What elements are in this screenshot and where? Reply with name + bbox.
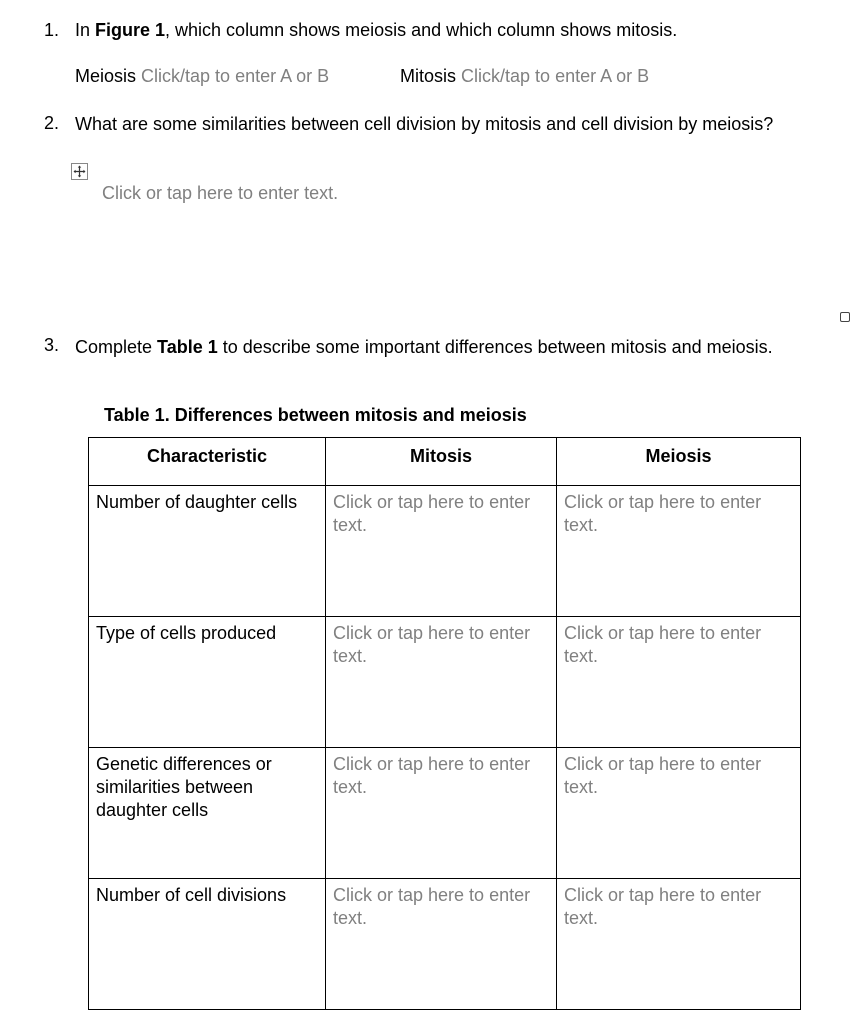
meiosis-label: Meiosis: [75, 66, 137, 86]
characteristic-cell: Type of cells produced: [89, 617, 326, 748]
move-handle-icon[interactable]: [71, 163, 88, 180]
characteristic-cell: Genetic differences or similarities between daughter cells: [89, 748, 326, 879]
table-1-reference: Table 1: [157, 337, 218, 357]
question-1-number: 1.: [44, 20, 60, 40]
question-1-text: [75, 20, 795, 41]
table-row: [89, 486, 801, 617]
mitosis-label: Mitosis: [400, 66, 457, 86]
similarities-answer-input[interactable]: Click or tap here to enter text.: [102, 183, 339, 203]
meiosis-answer: [75, 66, 329, 87]
header-characteristic: Characteristic: [89, 438, 326, 486]
question-1-text-after: , which column shows meiosis and which column shows mitosis.: [165, 20, 678, 40]
mitosis-answer-cell[interactable]: Click or tap here to enter text.: [326, 617, 557, 748]
mitosis-answer-cell[interactable]: Click or tap here to enter text.: [326, 748, 557, 879]
table-row: [89, 748, 801, 879]
meiosis-answer-cell[interactable]: Click or tap here to enter text.: [557, 617, 801, 748]
meiosis-input[interactable]: Click/tap to enter A or B: [141, 66, 330, 86]
question-1-answers: [75, 66, 650, 87]
characteristic-cell: Number of cell divisions: [89, 879, 326, 1010]
table-row: [89, 879, 801, 1010]
question-2-text: What are some similarities between cell division by mitosis and cell division by meiosis?: [75, 114, 774, 134]
characteristic-cell: Number of daughter cells: [89, 486, 326, 617]
mitosis-input[interactable]: Click/tap to enter A or B: [461, 66, 650, 86]
meiosis-answer-cell[interactable]: Click or tap here to enter text.: [557, 879, 801, 1010]
move-arrows-icon: [73, 165, 86, 178]
mitosis-answer-cell[interactable]: Click or tap here to enter text.: [326, 486, 557, 617]
mitosis-answer-cell[interactable]: Click or tap here to enter text.: [326, 879, 557, 1010]
question-3-text: [75, 335, 795, 360]
question-2-number: 2.: [44, 113, 60, 133]
table-row: [89, 617, 801, 748]
meiosis-answer-cell[interactable]: Click or tap here to enter text.: [557, 748, 801, 879]
table-caption: Table 1. Differences between mitosis and meiosis: [104, 405, 527, 425]
resize-handle-icon[interactable]: [840, 312, 850, 322]
header-mitosis: Mitosis: [326, 438, 557, 486]
table-header-row: [89, 438, 801, 486]
question-1-text-before: In: [75, 20, 96, 40]
header-meiosis: Meiosis: [557, 438, 801, 486]
question-3-number: 3.: [44, 335, 60, 355]
mitosis-answer: [400, 66, 649, 87]
meiosis-answer-cell[interactable]: Click or tap here to enter text.: [557, 486, 801, 617]
question-3-text-after: to describe some important differences between mitosis and meiosis.: [217, 337, 773, 357]
differences-table: [88, 437, 801, 1010]
question-3-text-before: Complete: [75, 337, 158, 357]
figure-1-reference: Figure 1: [95, 20, 166, 40]
